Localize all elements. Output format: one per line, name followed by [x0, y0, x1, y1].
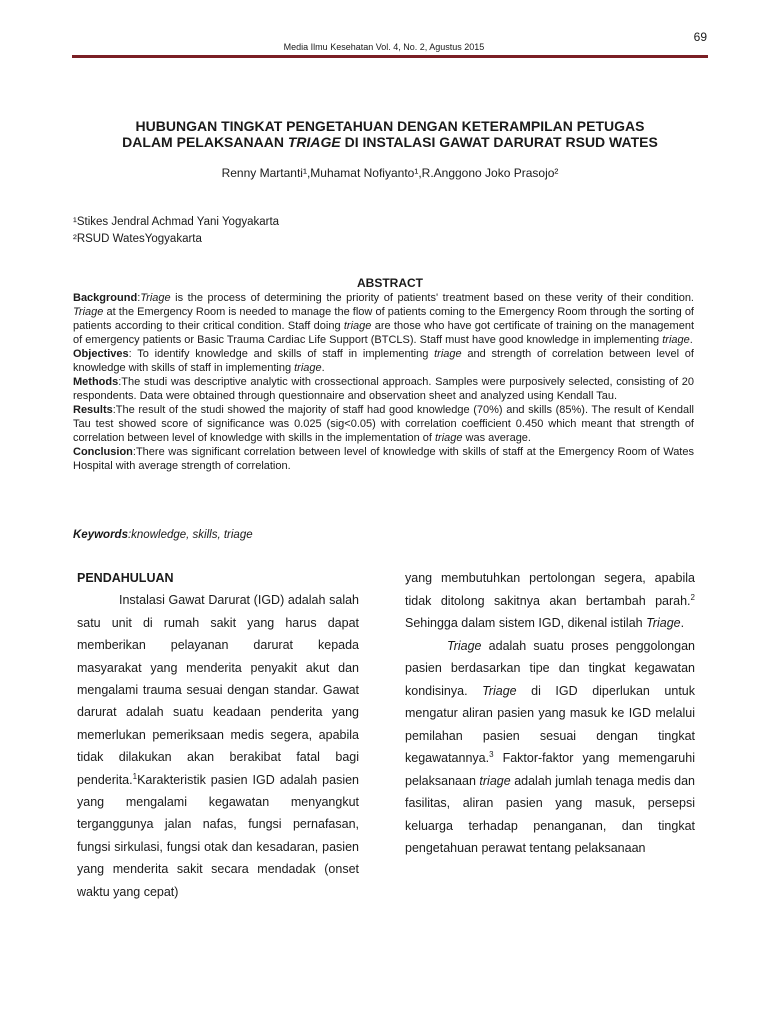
section-label: Objectives	[73, 348, 129, 360]
paragraph-text: yang membutuhkan pertolongan segera, apabila tidak ditolong sakitnya akan bertambah parah.	[405, 571, 695, 608]
article-title	[72, 118, 708, 150]
section-label: Methods	[73, 376, 119, 388]
term-emphasis: Triage	[482, 683, 517, 698]
abstract-objectives	[73, 347, 694, 375]
paragraph	[77, 589, 359, 903]
title-line-2	[72, 134, 708, 150]
paragraph-text: Faktor-faktor yang memengaruhi pelaksanaan	[405, 751, 695, 788]
abstract-text: and strength of correlation between level of knowledge with skills of staff in implementing	[73, 348, 694, 374]
keywords-label: Keywords	[73, 529, 128, 541]
header-rule	[72, 55, 708, 58]
abstract-background	[73, 291, 694, 347]
abstract-conclusion	[73, 445, 694, 473]
section-label: Background	[73, 292, 138, 304]
paragraph-text: adalah jumlah tenaga medis dan fasilitas, aliran pasien yang masuk, persepsi keluarga terhadap penanganan, dan tingkat pengetahuan perawat tentang pelaksanaan	[405, 773, 695, 855]
citation-ref: 2	[690, 592, 695, 602]
abstract-text: at the Emergency Room is needed to manage the flow of patients coming to the Emergency Room through the sorting of patients according to their critical condition. Staff doing	[73, 306, 694, 332]
term-emphasis: Triage	[646, 616, 681, 630]
abstract-text: was average.	[462, 432, 531, 444]
term-emphasis: Triage	[447, 638, 482, 653]
running-header: Media Ilmu Kesehatan Vol. 4, No. 2, Agustus 2015	[283, 42, 485, 52]
abstract-text: : To identify knowledge and skills of staff in implementing	[128, 348, 435, 360]
citation-ref: 1	[132, 771, 138, 781]
term-emphasis: triage	[479, 773, 511, 788]
author-list: Renny Martanti¹,Muhamat Nofiyanto¹,R.Anggono Joko Prasojo²	[221, 166, 559, 180]
title-emphasis: TRIAGE	[287, 134, 341, 150]
paragraph-text: Karakteristik pasien IGD adalah pasien yang mengalami kegawatan menyangkut terganggunya jalan nafas, fungsi pernafasan, fungsi sirkulasi, fungsi otak dan kesadaran, pasien yang menderita sakit secara mendadak (onset waktu yang cepat)	[77, 772, 359, 899]
paragraph-text: Instalasi Gawat Darurat (IGD) adalah salah satu unit di rumah sakit yang harus dapat memberikan pelayanan darurat kepada masyarakat yang menderita penyakit akut dan mengalami trauma sesuai dengan standar. Gawat darurat adalah suatu keadaan penderita yang memerlukan pemeriksaan medis segera, apabila tidak dilakukan akan berakibat fatal bagi penderita.	[77, 593, 359, 787]
paragraph-text: Sehingga dalam sistem IGD, dikenal istilah	[405, 616, 647, 630]
abstract-emphasis: triage	[434, 432, 463, 444]
abstract-text: .	[689, 334, 693, 346]
abstract-text: :The result of the studi showed the majority of staff had good knowledge (70%) and skills (85%). The result of Kendall Tau test showed score of significance was 0.025 (sig<0.05) with correlation coefficient 0.450 which meant that strength of correlation between level of knowledge with skills in the implementation of	[73, 404, 694, 444]
paragraph-text: di IGD diperlukan untuk mengatur aliran pasien yang masuk ke IGD melalui pemilahan pasien sesuai dengan tingkat kegawatannya.	[405, 683, 695, 765]
paragraph	[405, 635, 695, 860]
abstract-text: :	[137, 292, 141, 304]
affiliation-2: ²RSUD WatesYogyakarta	[73, 233, 202, 245]
affiliation-1: ¹Stikes Jendral Achmad Yani Yogyakarta	[73, 216, 280, 228]
abstract-emphasis: triage	[434, 348, 462, 360]
abstract-emphasis: triage	[662, 334, 690, 346]
abstract-body	[73, 291, 694, 473]
section-label: Conclusion	[73, 446, 133, 458]
title-line-1: HUBUNGAN TINGKAT PENGETAHUAN DENGAN KETERAMPILAN PETUGAS	[135, 118, 645, 134]
abstract-results	[73, 403, 694, 445]
abstract-emphasis: Triage	[140, 292, 171, 304]
abstract-text: are those who have got certificate of training on the management of emergency patients or Basic Trauma Cardiac Life Support (BTCLS). Staff must have good knowledge in implementing	[73, 320, 694, 346]
abstract-text: :The studi was descriptive analytic with crossectional approach. Samples were purposively selected, consisting of 20 respondents. Data were obtained through questionnaire and observation sheet and analyzed using Kendall Tau.	[73, 376, 694, 402]
paragraph-text: adalah suatu proses penggolongan pasien berdasarkan tipe dan tingkat kegawatan kondisinya.	[405, 638, 695, 698]
paragraph-text: .	[680, 616, 685, 630]
keywords-text: :knowledge, skills, triage	[127, 529, 253, 541]
abstract-emphasis: triage	[294, 362, 322, 374]
title-text: DI INSTALASI GAWAT DARURAT RSUD WATES	[340, 134, 658, 150]
page-number: 69	[693, 30, 707, 44]
paragraph	[405, 567, 695, 635]
section-label: Results	[73, 404, 113, 416]
abstract-text: .	[321, 362, 325, 374]
section-heading: PENDAHULUAN	[77, 571, 174, 585]
abstract-emphasis: Triage	[73, 306, 104, 318]
keywords	[73, 529, 253, 541]
body-column-right	[405, 567, 695, 860]
abstract-text: is the process of determining the priority of patients' treatment based on these verity of their condition.	[170, 292, 694, 304]
abstract-emphasis: triage	[343, 320, 372, 332]
citation-ref: 3	[489, 749, 494, 759]
title-text: DALAM PELAKSANAAN	[122, 134, 288, 150]
body-column-left	[77, 567, 359, 903]
abstract-text: :There was significant correlation between level of knowledge with skills of staff at the Emergency Room of Wates Hospital with average strength of correlation.	[73, 446, 694, 472]
abstract-heading: ABSTRACT	[357, 276, 423, 290]
abstract-methods	[73, 375, 694, 403]
